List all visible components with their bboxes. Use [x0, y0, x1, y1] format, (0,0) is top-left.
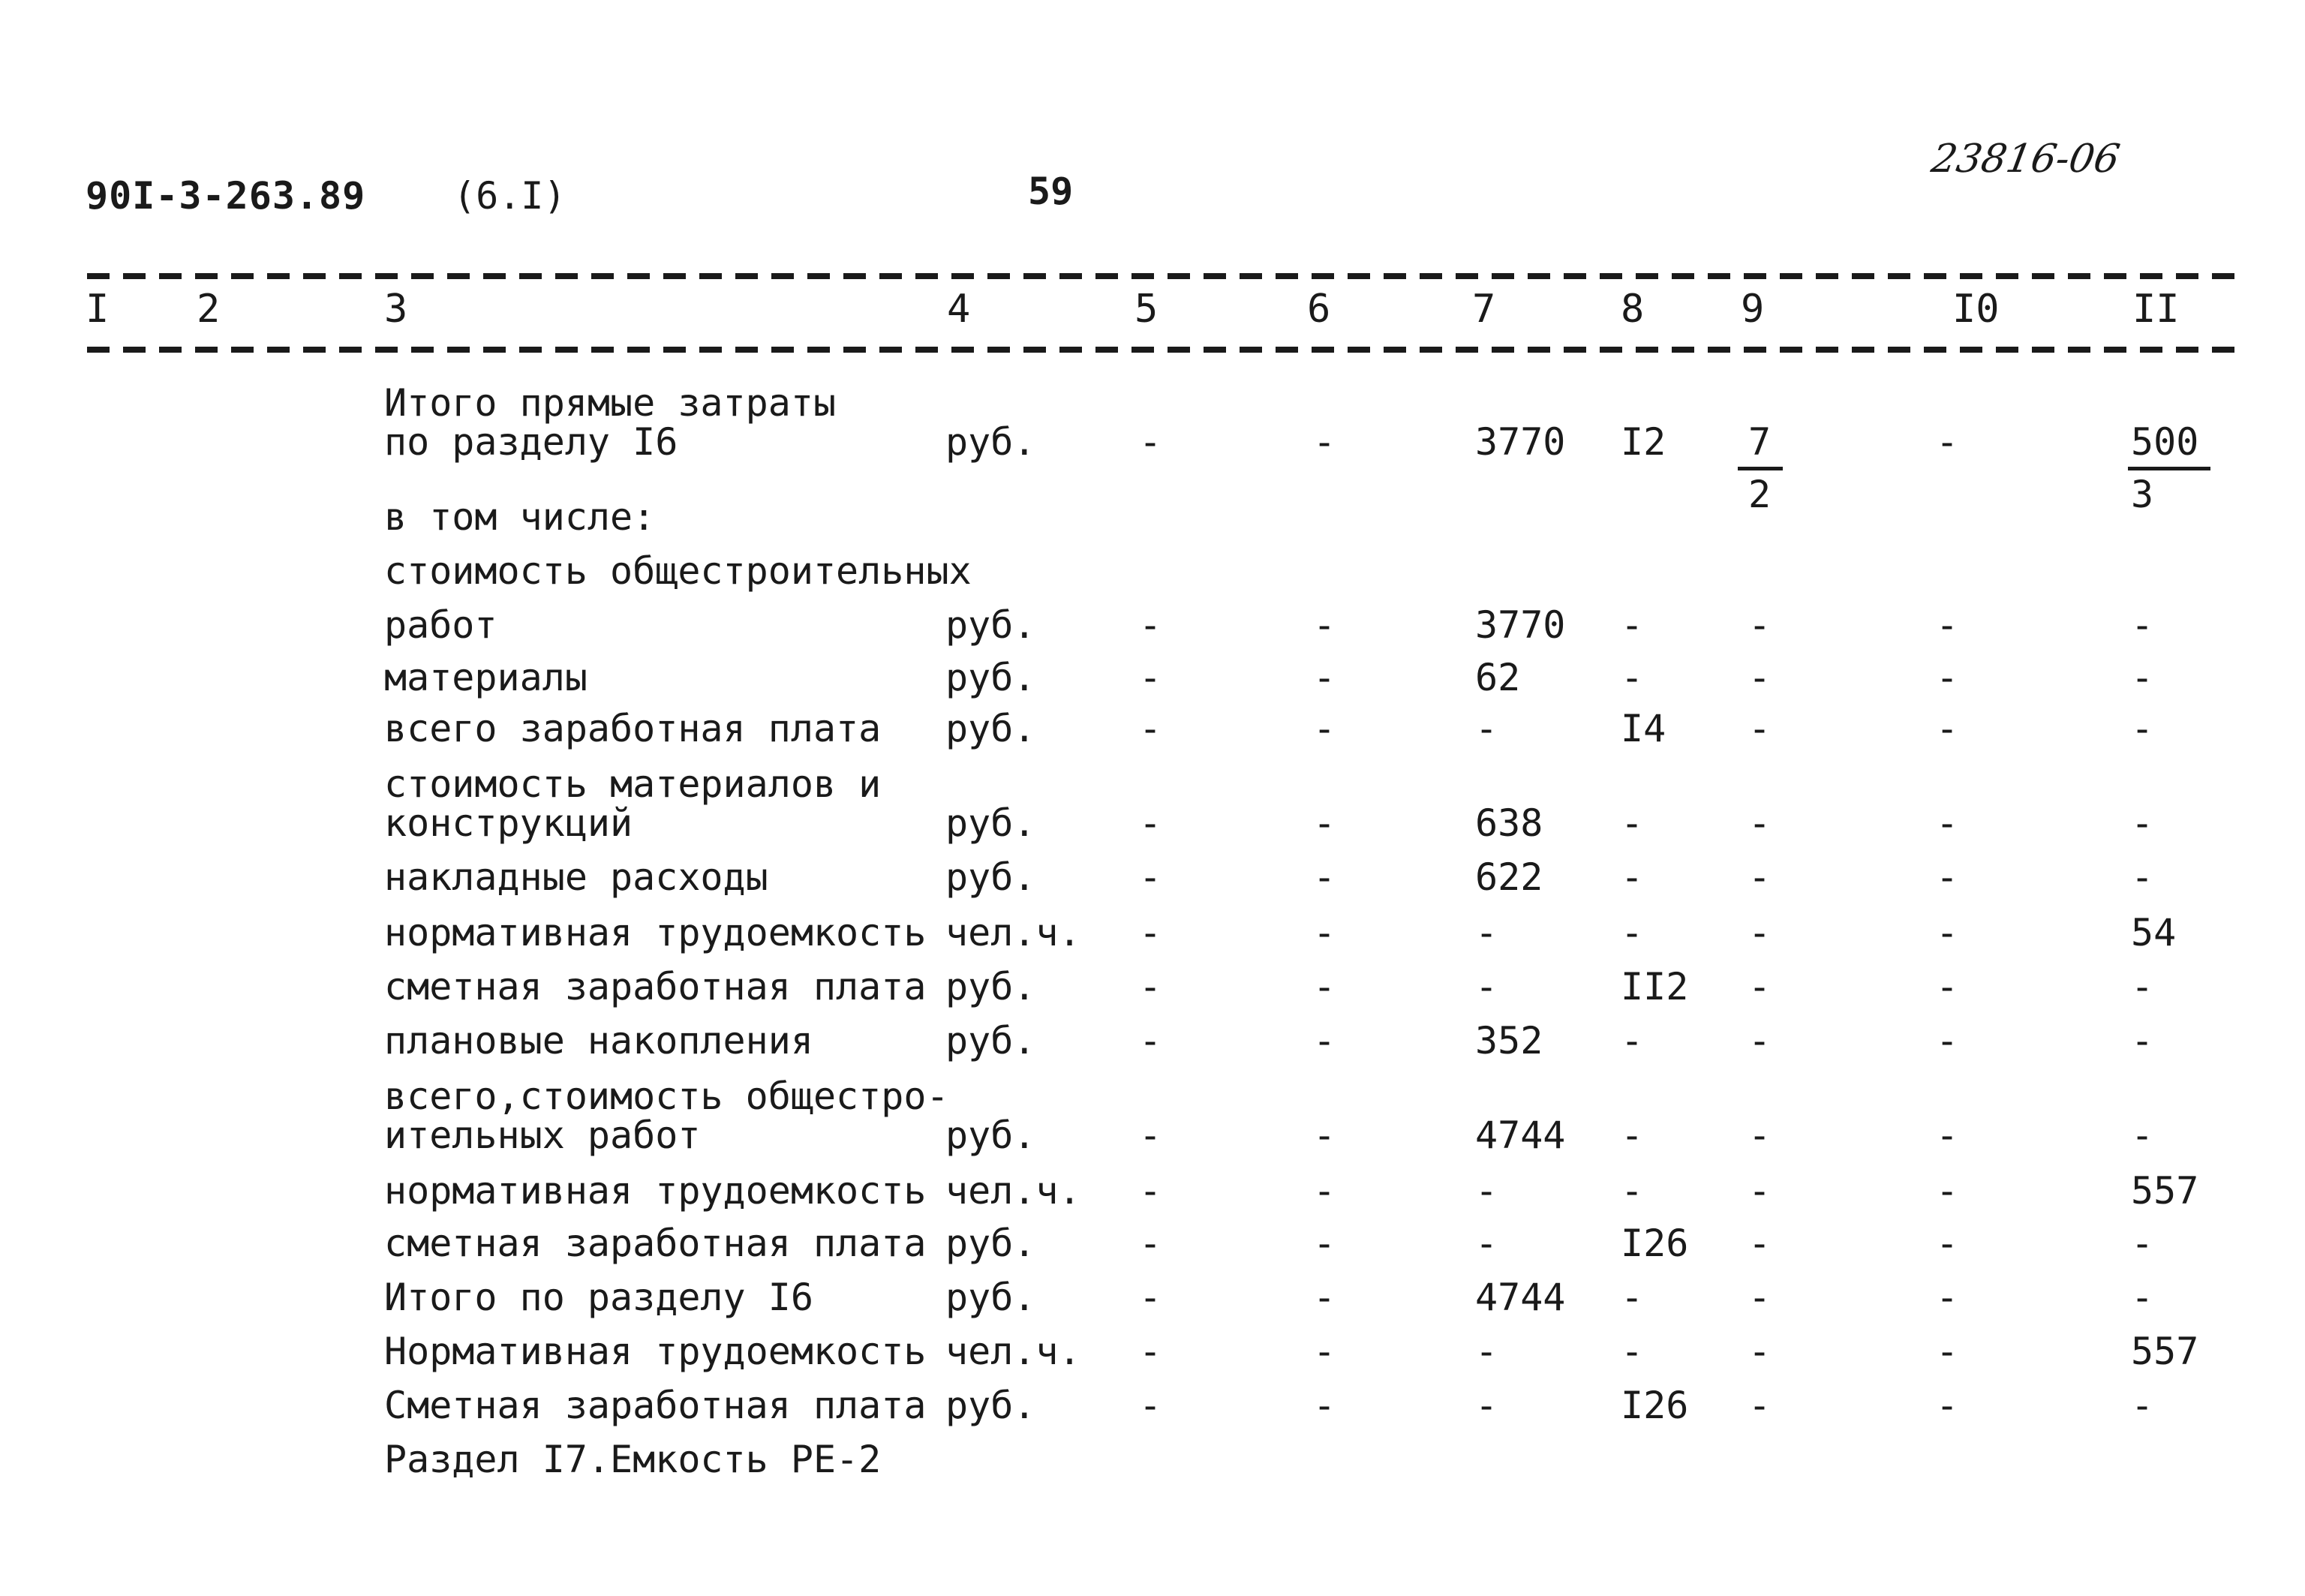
row-col-11-denominator: 3: [2131, 473, 2154, 516]
row-col-11: 557: [2131, 1169, 2199, 1213]
row-col-8: -: [1621, 1330, 1644, 1373]
row-col-7: 352: [1475, 1019, 1543, 1062]
row-col-6: -: [1313, 1330, 1336, 1373]
row-col-10: -: [1936, 1114, 1959, 1157]
row-col-8: -: [1621, 1169, 1644, 1213]
row-col-9: -: [1748, 1222, 1772, 1265]
row-unit: чел.ч.: [945, 1330, 1081, 1373]
row-description: стоимость материалов и: [384, 762, 882, 806]
row-description: нормативная трудоемкость: [384, 911, 927, 954]
row-col-10: -: [1936, 911, 1959, 954]
row-col-8: I2: [1621, 420, 1666, 464]
row-col-10: -: [1936, 855, 1959, 899]
row-col-6: -: [1313, 1019, 1336, 1062]
row-col-7: -: [1475, 1169, 1498, 1213]
row-unit: руб.: [945, 965, 1036, 1008]
row-col-5: -: [1139, 1019, 1162, 1062]
row-col-6: -: [1313, 801, 1336, 845]
row-col-5: -: [1139, 1222, 1162, 1265]
row-col-10: -: [1936, 801, 1959, 845]
row-col-11: -: [2131, 1019, 2154, 1062]
row-unit: чел.ч.: [945, 1169, 1081, 1213]
row-col-8: I26: [1621, 1384, 1689, 1427]
row-col-7: -: [1475, 911, 1498, 954]
row-col-5: -: [1139, 911, 1162, 954]
row-col-10: -: [1936, 420, 1959, 464]
row-col-5: -: [1139, 656, 1162, 699]
row-col-11: -: [2131, 965, 2154, 1008]
row-description: стоимость общестроительных: [384, 549, 972, 593]
column-number-5: 5: [1134, 287, 1159, 332]
row-col-10: -: [1936, 1169, 1959, 1213]
row-description: сметная заработная плата: [384, 1222, 927, 1265]
row-col-10: -: [1936, 1222, 1959, 1265]
document-part: (6.I): [453, 174, 566, 218]
row-col-7: 62: [1475, 656, 1521, 699]
row-col-8: -: [1621, 1276, 1644, 1319]
row-col-9: -: [1748, 855, 1772, 899]
row-col-9: -: [1748, 1276, 1772, 1319]
column-number-9: 9: [1741, 287, 1765, 332]
row-col-5: -: [1139, 1384, 1162, 1427]
row-col-6: -: [1313, 707, 1336, 750]
row-col-7: 3770: [1475, 420, 1566, 464]
row-unit: руб.: [945, 1019, 1036, 1062]
row-unit: руб.: [945, 1114, 1036, 1157]
row-description: конструкций: [384, 801, 633, 845]
row-col-10: -: [1936, 1019, 1959, 1062]
row-description: ительных работ: [384, 1114, 701, 1157]
row-description: Сметная заработная плата: [384, 1384, 927, 1427]
row-col-10: -: [1936, 965, 1959, 1008]
column-number-7: 7: [1472, 287, 1496, 332]
row-unit: руб.: [945, 801, 1036, 845]
row-col-5: -: [1139, 420, 1162, 464]
row-col-7: -: [1475, 1222, 1498, 1265]
row-col-11: 54: [2131, 911, 2177, 954]
row-unit: руб.: [945, 420, 1036, 464]
row-col-6: -: [1313, 1222, 1336, 1265]
row-col-6: -: [1313, 420, 1336, 464]
row-unit: руб.: [945, 855, 1036, 899]
row-col-9: -: [1748, 1384, 1772, 1427]
row-col-11: 557: [2131, 1330, 2199, 1373]
row-col-6: -: [1313, 1169, 1336, 1213]
document-code: 90I-3-263.89: [86, 174, 366, 218]
row-col-8: I4: [1621, 707, 1666, 750]
column-number-2: 2: [197, 287, 221, 332]
row-col-5: -: [1139, 965, 1162, 1008]
row-col-11: 500: [2131, 420, 2199, 464]
table-header-rule: [87, 347, 2242, 353]
row-col-9: -: [1748, 1330, 1772, 1373]
row-col-8: -: [1621, 1019, 1644, 1062]
row-col-10: -: [1936, 656, 1959, 699]
row-col-5: -: [1139, 1330, 1162, 1373]
row-col-9: -: [1748, 1114, 1772, 1157]
row-description: Раздел I7.Емкость РЕ-2: [384, 1438, 882, 1481]
row-col-9: 7: [1748, 420, 1772, 464]
row-col-10: -: [1936, 1330, 1959, 1373]
row-col-7: 4744: [1475, 1276, 1566, 1319]
column-number-4: 4: [947, 287, 971, 332]
row-col-11: -: [2131, 1384, 2154, 1427]
row-col-9: -: [1748, 1169, 1772, 1213]
row-col-10: -: [1936, 1384, 1959, 1427]
row-description: материалы: [384, 656, 588, 699]
row-col-6: -: [1313, 1276, 1336, 1319]
row-col-5: -: [1139, 801, 1162, 845]
column-number-8: 8: [1621, 287, 1645, 332]
row-col-11: -: [2131, 707, 2154, 750]
row-unit: руб.: [945, 1222, 1036, 1265]
row-col-11: -: [2131, 855, 2154, 899]
row-col-11: -: [2131, 801, 2154, 845]
row-unit: руб.: [945, 1384, 1036, 1427]
row-col-5: -: [1139, 1114, 1162, 1157]
row-description: Итого по разделу I6: [384, 1276, 813, 1319]
row-col-11: -: [2131, 656, 2154, 699]
row-description: нормативная трудоемкость: [384, 1169, 927, 1213]
row-col-5: -: [1139, 855, 1162, 899]
row-description: в том числе:: [384, 495, 656, 539]
fraction-line: [2128, 467, 2210, 470]
row-unit: чел.ч.: [945, 911, 1081, 954]
column-number-10: I0: [1952, 287, 2000, 332]
table-top-rule: [87, 273, 2242, 279]
row-col-7: 638: [1475, 801, 1543, 845]
row-col-5: -: [1139, 1276, 1162, 1319]
row-col-8: -: [1621, 911, 1644, 954]
row-col-9: -: [1748, 707, 1772, 750]
row-col-10: -: [1936, 603, 1959, 647]
column-number-6: 6: [1307, 287, 1331, 332]
row-col-6: -: [1313, 603, 1336, 647]
row-col-11: -: [2131, 1222, 2154, 1265]
row-col-9: -: [1748, 911, 1772, 954]
row-col-9: -: [1748, 965, 1772, 1008]
column-number-11: II: [2132, 287, 2180, 332]
row-unit: руб.: [945, 707, 1036, 750]
row-col-6: -: [1313, 965, 1336, 1008]
row-col-11: -: [2131, 1276, 2154, 1319]
page-number: 59: [1028, 170, 1074, 213]
row-description: работ: [384, 603, 497, 647]
row-col-5: -: [1139, 1169, 1162, 1213]
row-col-8: -: [1621, 603, 1644, 647]
row-col-6: -: [1313, 855, 1336, 899]
row-col-7: 3770: [1475, 603, 1566, 647]
row-col-8: -: [1621, 656, 1644, 699]
row-col-8: -: [1621, 1114, 1644, 1157]
row-col-5: -: [1139, 707, 1162, 750]
row-col-11: -: [2131, 603, 2154, 647]
row-col-7: 4744: [1475, 1114, 1566, 1157]
row-unit: руб.: [945, 603, 1036, 647]
row-col-11: -: [2131, 1114, 2154, 1157]
handwritten-note: 23816-06: [1928, 137, 2123, 182]
row-col-8: -: [1621, 855, 1644, 899]
row-description: всего заработная плата: [384, 707, 882, 750]
row-description: сметная заработная плата: [384, 965, 927, 1008]
row-col-7: -: [1475, 1330, 1498, 1373]
row-description: Итого прямые затраты: [384, 381, 837, 425]
row-col-6: -: [1313, 656, 1336, 699]
row-description: всего,стоимость общестро-: [384, 1075, 949, 1118]
row-col-9: -: [1748, 1019, 1772, 1062]
row-description: по разделу I6: [384, 420, 678, 464]
row-col-6: -: [1313, 1384, 1336, 1427]
row-description: Нормативная трудоемкость: [384, 1330, 927, 1373]
row-description: накладные расходы: [384, 855, 768, 899]
row-col-9: -: [1748, 656, 1772, 699]
column-number-1: I: [86, 287, 110, 332]
row-col-7: -: [1475, 965, 1498, 1008]
row-col-9: -: [1748, 603, 1772, 647]
row-col-9-denominator: 2: [1748, 473, 1772, 516]
row-unit: руб.: [945, 1276, 1036, 1319]
row-col-8: II2: [1621, 965, 1689, 1008]
row-description: плановые накопления: [384, 1019, 813, 1062]
row-col-8: I26: [1621, 1222, 1689, 1265]
row-col-10: -: [1936, 707, 1959, 750]
row-col-7: 622: [1475, 855, 1543, 899]
row-col-10: -: [1936, 1276, 1959, 1319]
row-col-8: -: [1621, 801, 1644, 845]
row-col-6: -: [1313, 911, 1336, 954]
row-col-7: -: [1475, 1384, 1498, 1427]
row-col-6: -: [1313, 1114, 1336, 1157]
row-col-7: -: [1475, 707, 1498, 750]
row-col-9: -: [1748, 801, 1772, 845]
row-unit: руб.: [945, 656, 1036, 699]
row-col-5: -: [1139, 603, 1162, 647]
column-number-3: 3: [384, 287, 408, 332]
fraction-line: [1738, 467, 1783, 470]
